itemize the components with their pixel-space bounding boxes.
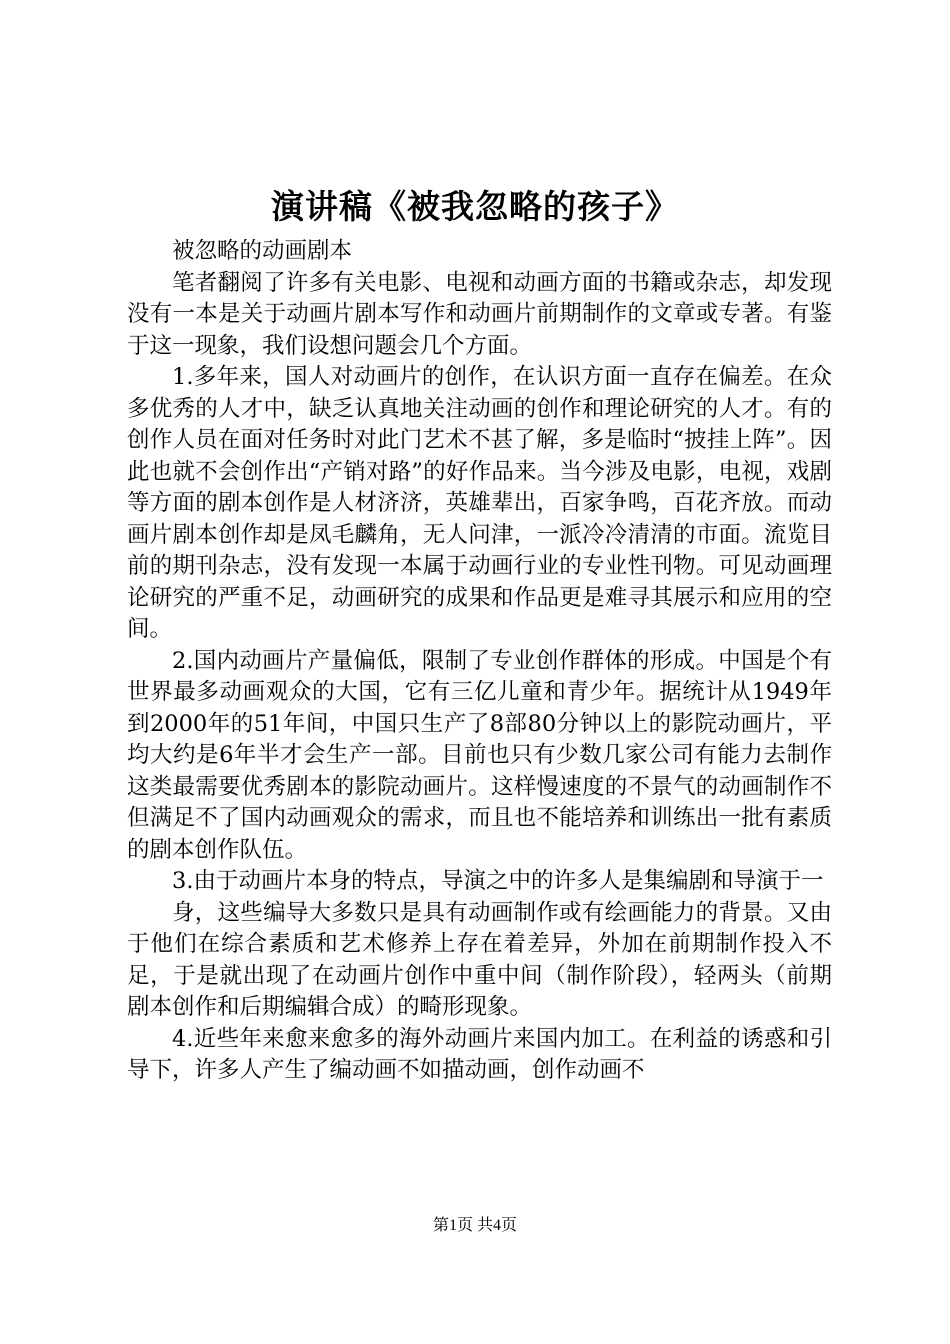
document-body [127,236,832,1087]
document-title: 演讲稿《被我忽略的孩子》 [271,187,679,226]
paragraph-point-2: 2.国内动画片产量偏低，限制了专业创作群体的形成。中国是个有世界最多动画观众的大国，它有三亿儿童和青少年。据统计从1949年到2000年的51年间，中国只生产了8部80分钟以上的影院动画片，平均大约是6年半才会生产一部。目前也只有少数几家公司有能力去制作这类最需要优秀剧本的影院动画片。这样慢速度的不景气的动画制作不但满足不了国内动画观众的需求，而且也不能培养和训练出一批有素质的剧本创作队伍。 [127,647,832,863]
paragraph-point-3-continued: 身，这些编导大多数只是具有动画制作或有绘画能力的背景。又由于他们在综合素质和艺术修养上存在着差异，外加在前期制作投入不足，于是就出现了在动画片创作中重中间（制作阶段），轻两头（前期剧本创作和后期编辑合成）的畸形现象。 [127,899,832,1020]
paragraph-subtitle: 被忽略的动画剧本 [172,238,353,264]
paragraph-intro: 笔者翻阅了许多有关电影、电视和动画方面的书籍或杂志，却发现没有一本是关于动画片剧本写作和动画片前期制作的文章或专著。有鉴于这一现象，我们设想问题会几个方面。 [127,269,832,359]
paragraph-point-4: 4.近些年来愈来愈多的海外动画片来国内加工。在利益的诱惑和引导下，许多人产生了编动画不如描动画，创作动画不 [127,1025,832,1083]
paragraph-point-1: 1.多年来，国人对动画片的创作，在认识方面一直存在偏差。在众多优秀的人才中，缺乏认真地关注动画的创作和理论研究的人才。有的创作人员在面对任务时对此门艺术不甚了解，多是临时“披挂上阵”。因此也就不会创作出“产销对路”的好作品来。当今涉及电影，电视，戏剧等方面的剧本创作是人材济济，英雄辈出，百家争鸣，百花齐放。而动画片剧本创作却是凤毛麟角，无人问津，一派冷冷清清的市面。流览目前的期刊杂志，没有发现一本属于动画行业的专业性刊物。可见动画理论研究的严重不足，动画研究的成果和作品更是难寻其展示和应用的空间。 [127,364,832,642]
page-number-footer: 第1页 共4页 [432,1217,517,1234]
paragraph-point-3: 3.由于动画片本身的特点，导演之中的许多人是集编剧和导演于一 [172,868,824,894]
